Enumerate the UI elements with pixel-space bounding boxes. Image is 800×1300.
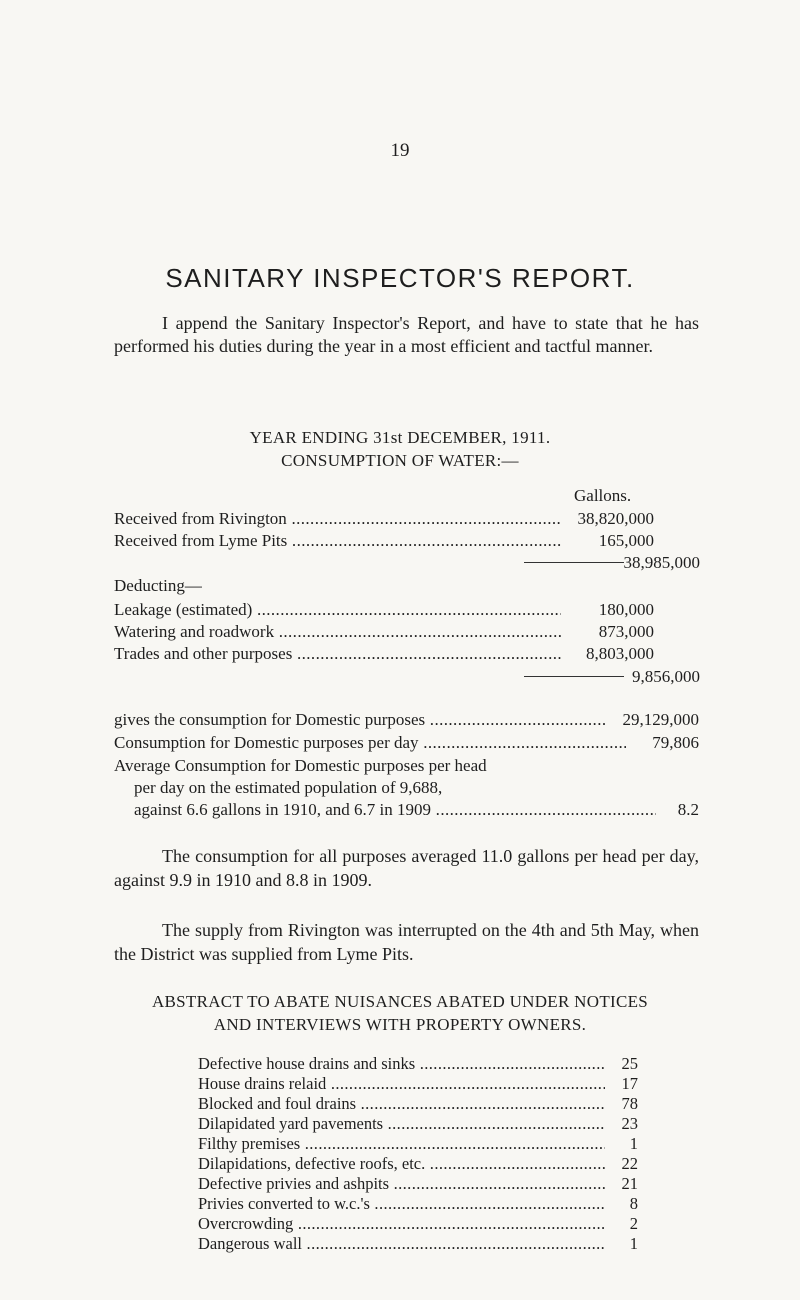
average-line (134, 777, 699, 799)
deduction-value: 8,803,000 (561, 643, 654, 665)
average-value: 8.2 (656, 799, 699, 821)
average-line (114, 755, 699, 777)
average-line-3: against 6.6 gallons in 1910, and 6.7 in 1909 ..... (134, 799, 699, 821)
water-heading: CONSUMPTION OF WATER:— (281, 451, 519, 470)
report-title: SANITARY INSPECTOR'S REPORT. (165, 263, 635, 293)
list-item: Dilapidations, defective roofs, etc. ..... 22 (198, 1154, 638, 1174)
all-purposes-paragraph: The consumption for all purposes averaged 11.0 gallons per head per day, against 9.9 in 1910 and 8.8 in 1909. (114, 846, 699, 890)
subtotal-rule (524, 562, 624, 563)
subtotal-rule (524, 676, 624, 677)
list-item: Privies converted to w.c.'s ..... 8 (198, 1194, 638, 1214)
abstract-heading-1: ABSTRACT TO ABATE NUISANCES ABATED UNDER NOTICES (151, 992, 649, 1011)
deduction-row (114, 643, 654, 665)
domestic-consumption-label: gives the consumption for Domestic purposes ..... (114, 709, 699, 731)
year-heading: YEAR ENDING 31st DECEMBER, 1911. (249, 428, 551, 447)
average-row (134, 799, 699, 821)
received-row (114, 508, 654, 530)
domestic-consumption-row (114, 709, 699, 731)
domestic-consumption-value: 29,129,000 (606, 709, 699, 731)
list-item: Dilapidated yard pavements ..... 23 (198, 1114, 638, 1134)
received-total: 38,985,000 (623, 553, 700, 572)
page-number: 19 (390, 140, 410, 161)
list-item: House drains relaid ..... 17 (198, 1074, 638, 1094)
deduction-label: Trades and other purposes ..... (114, 643, 654, 665)
received-value: 38,820,000 (561, 508, 654, 530)
list-item: Dangerous wall ..... 1 (198, 1234, 638, 1254)
per-day-label: Consumption for Domestic purposes per day ..... (114, 732, 699, 754)
gallons-header: Gallons. (574, 486, 632, 505)
list-item: Blocked and foul drains ..... 78 (198, 1094, 638, 1114)
received-label: Received from Lyme Pits ..... (114, 530, 654, 552)
abstract-heading-2: AND INTERVIEWS WITH PROPERTY OWNERS. (213, 1015, 587, 1034)
supply-paragraph: The supply from Rivington was interrupted on the 4th and 5th May, when the District was supplied from Lyme Pits. (114, 920, 699, 964)
deducting-label: Deducting— (114, 576, 202, 595)
deductions-total: 9,856,000 (632, 667, 700, 686)
deduction-value: 873,000 (561, 621, 654, 643)
received-label: Received from Rivington ..... (114, 508, 654, 530)
average-line-1: Average Consumption for Domestic purposes per head (114, 756, 487, 775)
average-line-2: per day on the estimated population of 9,688, (134, 778, 443, 797)
deduction-row (114, 599, 654, 621)
deduction-label: Watering and roadwork ..... (114, 621, 654, 643)
list-item: Overcrowding ..... 2 (198, 1214, 638, 1234)
list-item: Defective privies and ashpits ..... 21 (198, 1174, 638, 1194)
deduction-row (114, 621, 654, 643)
received-row (114, 530, 654, 552)
deduction-label: Leakage (estimated) ..... (114, 599, 654, 621)
intro-paragraph: I append the Sanitary Inspector's Report, and have to state that he has performed his duties during the year in a most efficient and tactful manner. (114, 313, 699, 356)
list-item: Defective house drains and sinks ..... 25 (198, 1054, 638, 1074)
deduction-value: 180,000 (561, 599, 654, 621)
received-value: 165,000 (561, 530, 654, 552)
per-day-value: 79,806 (626, 732, 699, 754)
list-item: Filthy premises ..... 1 (198, 1134, 638, 1154)
per-day-row (114, 732, 699, 754)
